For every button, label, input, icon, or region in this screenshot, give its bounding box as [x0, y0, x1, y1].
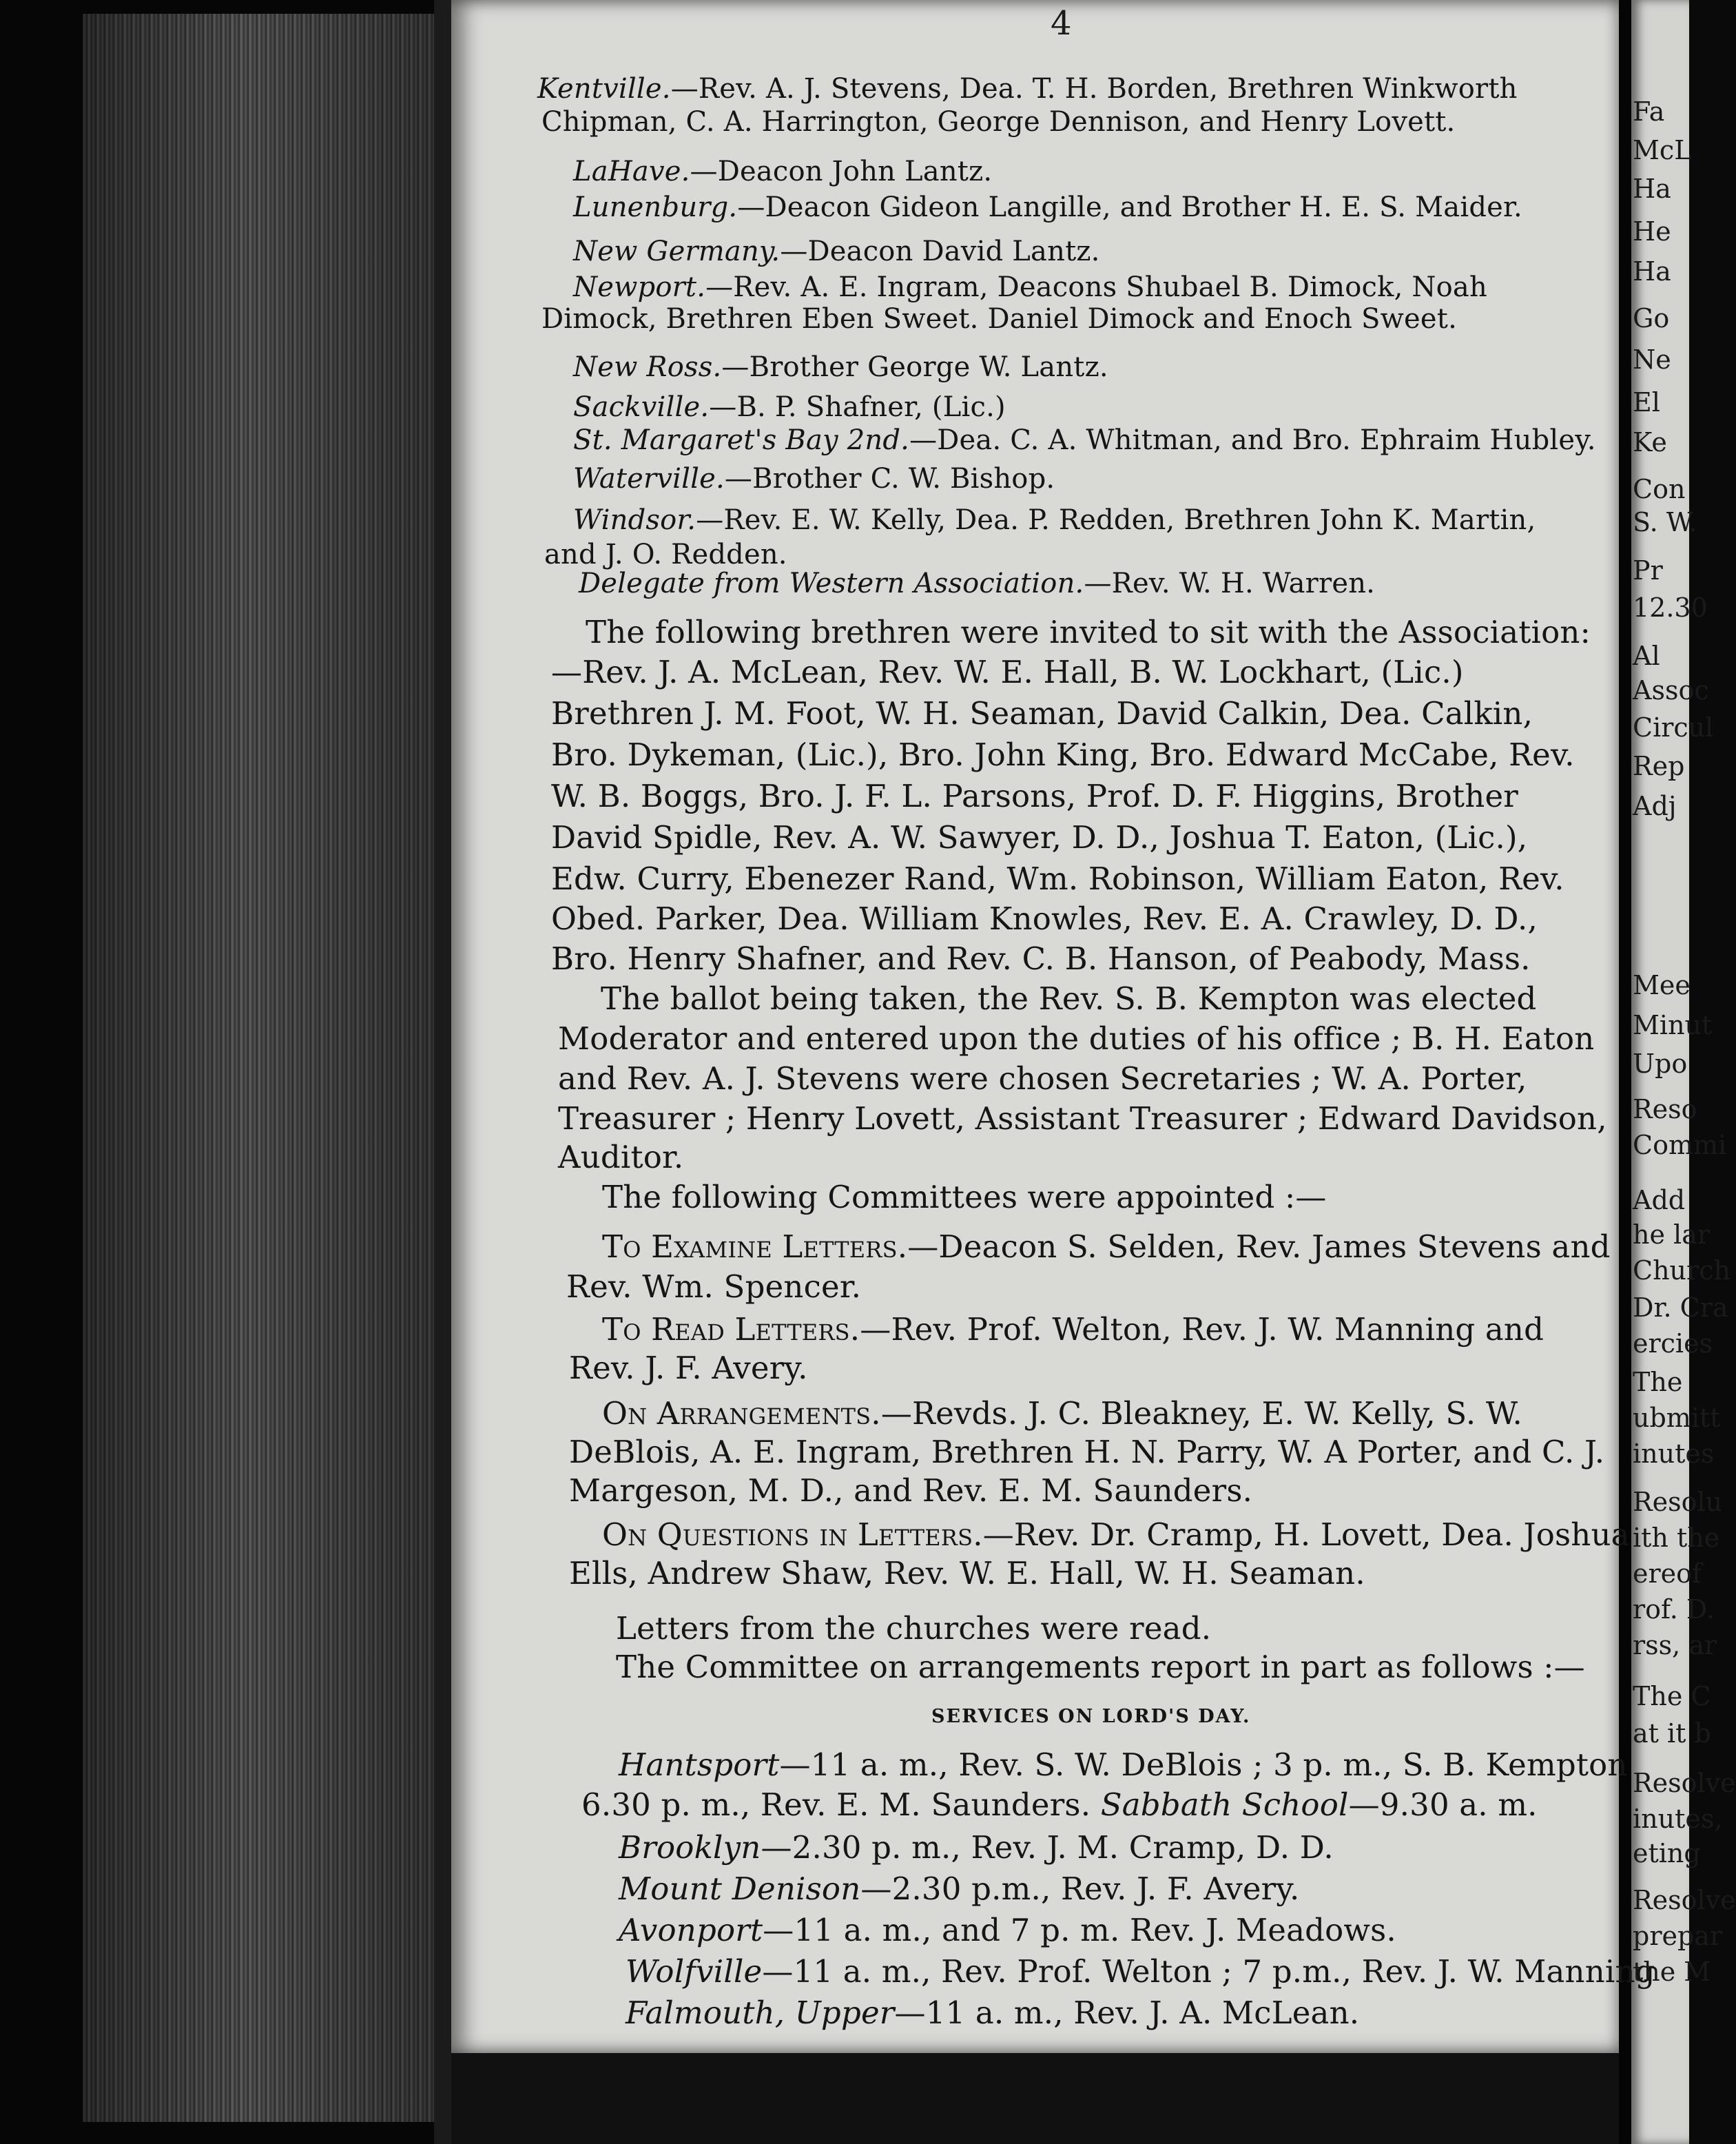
adjacent-page-text: He [1633, 216, 1671, 247]
adjacent-page-text: ereof [1633, 1558, 1702, 1589]
service-mount-denison: Mount Denison—2.30 p.m., Rev. J. F. Avery. [619, 1870, 1300, 1907]
adjacent-page-text: Adj [1633, 791, 1677, 821]
adjacent-page-text: Al [1633, 641, 1660, 671]
delegate-lahave: LaHave.—Deacon John Lantz. [573, 156, 993, 187]
adjacent-page-text: rss, ar [1633, 1630, 1717, 1660]
service-hantsport-cont: 6.30 p. m., Rev. E. M. Saunders. Sabbath School—9.30 a. m. [581, 1786, 1538, 1823]
adjacent-page-text: Minut [1633, 1010, 1713, 1040]
adjacent-page-text: at it b [1633, 1718, 1711, 1749]
service-avonport: Avonport—11 a. m., and 7 p. m. Rev. J. Meadows. [619, 1912, 1396, 1948]
adjacent-page-text: inutes [1633, 1439, 1715, 1469]
ballot-line-1: The ballot being taken, the Rev. S. B. Kempton was elected [601, 980, 1537, 1017]
committee-arrangements-cont: DeBlois, A. E. Ingram, Brethren H. N. Parry, W. A Porter, and C. J. [569, 1434, 1605, 1470]
adjacent-page-text: Upo [1633, 1049, 1688, 1079]
adjacent-page-text: Resolve [1633, 1768, 1736, 1798]
committee-read-letters-cont: Rev. J. F. Avery. [569, 1350, 808, 1386]
adjacent-page-text: El [1633, 387, 1660, 418]
invited-line-4: Bro. Dykeman, (Lic.), Bro. John King, Bro. Edward McCabe, Rev. [551, 736, 1575, 773]
adjacent-page-text: Reso [1633, 1094, 1697, 1124]
adjacent-page-text: Resolu [1633, 1487, 1723, 1517]
adjacent-page-text: Mee [1633, 970, 1691, 1000]
committee-arrangements: On Arrangements.—Revds. J. C. Bleakney, E. W. Kelly, S. W. [602, 1395, 1522, 1432]
adjacent-page-text: Ha [1633, 174, 1671, 204]
adjacent-page-text: The C [1633, 1681, 1711, 1711]
page-edges-shadow [83, 14, 441, 2122]
service-falmouth-upper: Falmouth, Upper—11 a. m., Rev. J. A. McLean. [626, 1994, 1360, 2031]
delegate-st-margarets-bay: St. Margaret's Bay 2nd.—Dea. C. A. Whitman, and Bro. Ephraim Hubley. [573, 424, 1596, 456]
invited-line-1: The following brethren were invited to sit with the Association: [586, 614, 1591, 650]
arrangements-report: The Committee on arrangements report in part as follows :— [616, 1649, 1585, 1685]
adjacent-page-text: inutes, [1633, 1804, 1723, 1834]
adjacent-page-text: rof. D. [1633, 1594, 1715, 1625]
invited-line-5: W. B. Boggs, Bro. J. F. L. Parsons, Prof. D. F. Higgins, Brother [551, 778, 1519, 814]
ballot-line-5: Auditor. [558, 1139, 684, 1175]
delegate-western-association: Delegate from Western Association.—Rev. W. H. Warren. [579, 568, 1376, 599]
delegate-windsor-cont: and J. O. Redden. [544, 539, 787, 570]
page-number: 4 [1051, 4, 1072, 43]
adjacent-page-text: The [1633, 1367, 1683, 1397]
adjacent-page-text: Rep [1633, 751, 1685, 781]
adjacent-page-text: ith the [1633, 1523, 1720, 1553]
adjacent-page-text: Go [1633, 303, 1670, 333]
ballot-line-4: Treasurer ; Henry Lovett, Assistant Treasurer ; Edward Davidson, [558, 1100, 1607, 1137]
letters-read: Letters from the churches were read. [616, 1610, 1212, 1647]
ballot-line-2: Moderator and entered upon the duties of his office ; B. H. Eaton [558, 1020, 1595, 1057]
delegate-newport-cont: Dimock, Brethren Eben Sweet. Daniel Dimock and Enoch Sweet. [541, 303, 1457, 335]
committee-questions-cont: Ells, Andrew Shaw, Rev. W. E. Hall, W. H. Seaman. [569, 1555, 1365, 1591]
delegate-new-ross: New Ross.—Brother George W. Lantz. [573, 351, 1108, 383]
invited-line-8: Obed. Parker, Dea. William Knowles, Rev. E. A. Crawley, D. D., [551, 900, 1538, 937]
adjacent-page-text: Ha [1633, 256, 1671, 287]
delegate-kentville-cont: Chipman, C. A. Harrington, George Dennison, and Henry Lovett. [541, 106, 1456, 138]
adjacent-page-text: Church [1633, 1255, 1730, 1286]
adjacent-page-text: Ne [1633, 344, 1671, 375]
adjacent-page-text: Add [1633, 1185, 1686, 1215]
ballot-line-3: and Rev. A. J. Stevens were chosen Secretaries ; W. A. Porter, [558, 1060, 1527, 1097]
adjacent-page-text: Resolve [1633, 1885, 1736, 1915]
adjacent-page-text: Ke [1633, 427, 1667, 457]
adjacent-page-text: prepar [1633, 1921, 1723, 1951]
committee-examine-letters-cont: Rev. Wm. Spencer. [566, 1268, 862, 1305]
delegate-windsor: Windsor.—Rev. E. W. Kelly, Dea. P. Redden, Brethren John K. Martin, [573, 504, 1536, 536]
adjacent-page-text: ubmitt [1633, 1403, 1721, 1433]
invited-line-6: David Spidle, Rev. A. W. Sawyer, D. D., Joshua T. Eaton, (Lic.), [551, 819, 1528, 856]
committee-questions: On Questions in Letters.—Rev. Dr. Cramp, H. Lovett, Dea. Joshua [602, 1516, 1630, 1553]
committee-examine-letters: To Examine Letters.—Deacon S. Selden, Rev. James Stevens and [602, 1228, 1611, 1265]
invited-line-9: Bro. Henry Shafner, and Rev. C. B. Hanson, of Peabody, Mass. [551, 940, 1531, 977]
page-bottom-edge [451, 2053, 1622, 2144]
right-page-divider [1619, 0, 1631, 2144]
delegate-lunenburg: Lunenburg.—Deacon Gideon Langille, and Brother H. E. S. Maider. [573, 192, 1522, 223]
adjacent-page-text: Con [1633, 474, 1686, 504]
adjacent-page-fragment [1631, 0, 1736, 2144]
delegate-waterville: Waterville.—Brother C. W. Bishop. [573, 463, 1055, 495]
adjacent-page-text: Commi [1633, 1130, 1727, 1160]
invited-line-2: —Rev. J. A. McLean, Rev. W. E. Hall, B. W. Lockhart, (Lic.) [551, 654, 1464, 690]
adjacent-page-text: the M [1633, 1957, 1711, 1987]
adjacent-page-text: McL [1633, 135, 1692, 165]
adjacent-page-text: ercies [1633, 1328, 1713, 1359]
adjacent-page-text: Pr [1633, 555, 1663, 586]
adjacent-page-text: Assoc [1633, 675, 1709, 705]
service-brooklyn: Brooklyn—2.30 p. m., Rev. J. M. Cramp, D. D. [619, 1829, 1334, 1866]
adjacent-page-text: Fa [1633, 96, 1665, 127]
adjacent-page-text: S. W. [1633, 507, 1697, 537]
adjacent-page-text: eting [1633, 1838, 1701, 1868]
delegate-kentville: Kentville.—Rev. A. J. Stevens, Dea. T. H. Borden, Brethren Winkworth [537, 73, 1518, 105]
adjacent-page-text: he lar [1633, 1219, 1711, 1250]
committee-read-letters: To Read Letters.—Rev. Prof. Welton, Rev. J. W. Manning and [602, 1311, 1544, 1348]
invited-line-3: Brethren J. M. Foot, W. H. Seaman, David Calkin, Dea. Calkin, [551, 695, 1533, 732]
committees-intro: The following Committees were appointed :— [602, 1179, 1327, 1215]
services-heading: SERVICES ON LORD'S DAY. [931, 1706, 1251, 1727]
delegate-sackville: Sackville.—B. P. Shafner, (Lic.) [573, 391, 1006, 423]
service-hantsport: Hantsport—11 a. m., Rev. S. W. DeBlois ; 3 p. m., S. B. Kempton [619, 1746, 1628, 1783]
adjacent-page-text: Dr. Cra [1633, 1292, 1728, 1323]
service-wolfville: Wolfville—11 a. m., Rev. Prof. Welton ; 7 p.m., Rev. J. W. Manning [626, 1953, 1655, 1990]
adjacent-page-text: Circul [1633, 712, 1714, 743]
adjacent-page-text: 12.30 [1633, 592, 1708, 623]
delegate-newport: Newport.—Rev. A. E. Ingram, Deacons Shubael B. Dimock, Noah [573, 271, 1487, 303]
invited-line-7: Edw. Curry, Ebenezer Rand, Wm. Robinson, William Eaton, Rev. [551, 860, 1564, 897]
committee-arrangements-cont2: Margeson, M. D., and Rev. E. M. Saunders. [569, 1472, 1253, 1509]
delegate-new-germany: New Germany.—Deacon David Lantz. [573, 236, 1100, 267]
